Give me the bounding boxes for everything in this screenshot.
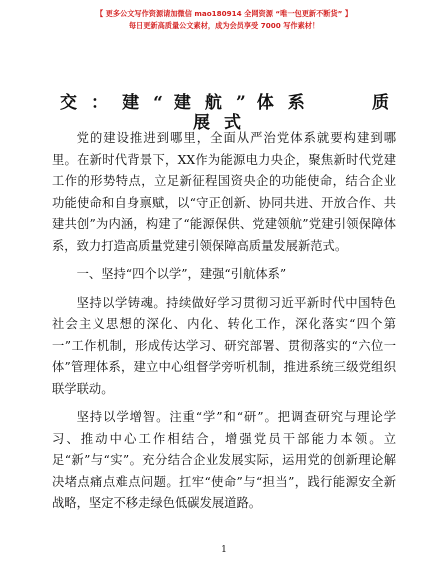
header-banner <box>0 8 448 32</box>
document-title-line-2: 展式 <box>193 113 255 133</box>
paragraph-learning-wisdom: 坚持以学增智。注重“学”和“研”。把调查研究与理论学习、推动中心工作相结合，增强党员干部能力本领。立足“新”与“实”。充分结合企业发展实际，运用党的创新理论解决堵点痛点难点问题。扛牢“使命”与“担当”，践行能源安全新战略，坚定不移走绿色低碳发展道路。 <box>52 410 396 510</box>
document-body <box>52 128 396 515</box>
paragraph-intro: 党的建设推进到哪里，全面从严治党体系就要构建到哪里。在新时代背景下，XX作为能源电力央企，聚焦新时代党建工作的形势特点，立足新征程国资央企的功能使命，结合企业功能使命和自身禀赋，以“守正创新、协同共进、开放合作、共建共创”为内涵，构建了“能源保供、党建领航”党建引领保障体系，致力打造高质量党建引领保障高质量发展新范式。 <box>52 131 396 253</box>
paragraph-learning-soul: 坚持以学铸魂。持续做好学习贯彻习近平新时代中国特色社会主义思想的深化、内化、转化工作，深化落实“四个第一”工作机制，形成传达学习、研究部署、贯彻落实的“六位一体”管理体系，建立中心组督学旁听机制，推进系统三级党组织联学联动。 <box>52 295 396 396</box>
document-title-line-1: 交 ： 建 “ 建 航 ” 体 系 质 <box>60 93 390 113</box>
banner-line-2: 每日更新高质量公文素材，成为会员享受 7000 写作素材！ <box>128 21 320 30</box>
page-number: 1 <box>221 545 227 555</box>
section-heading-1: 一、坚持“四个以学”，建强“引航体系” <box>76 267 287 281</box>
banner-line-1: 【 更多公文写作资源请加微信 mao180914 全网资源 “唯一包更新不断货” 】 <box>95 9 353 18</box>
